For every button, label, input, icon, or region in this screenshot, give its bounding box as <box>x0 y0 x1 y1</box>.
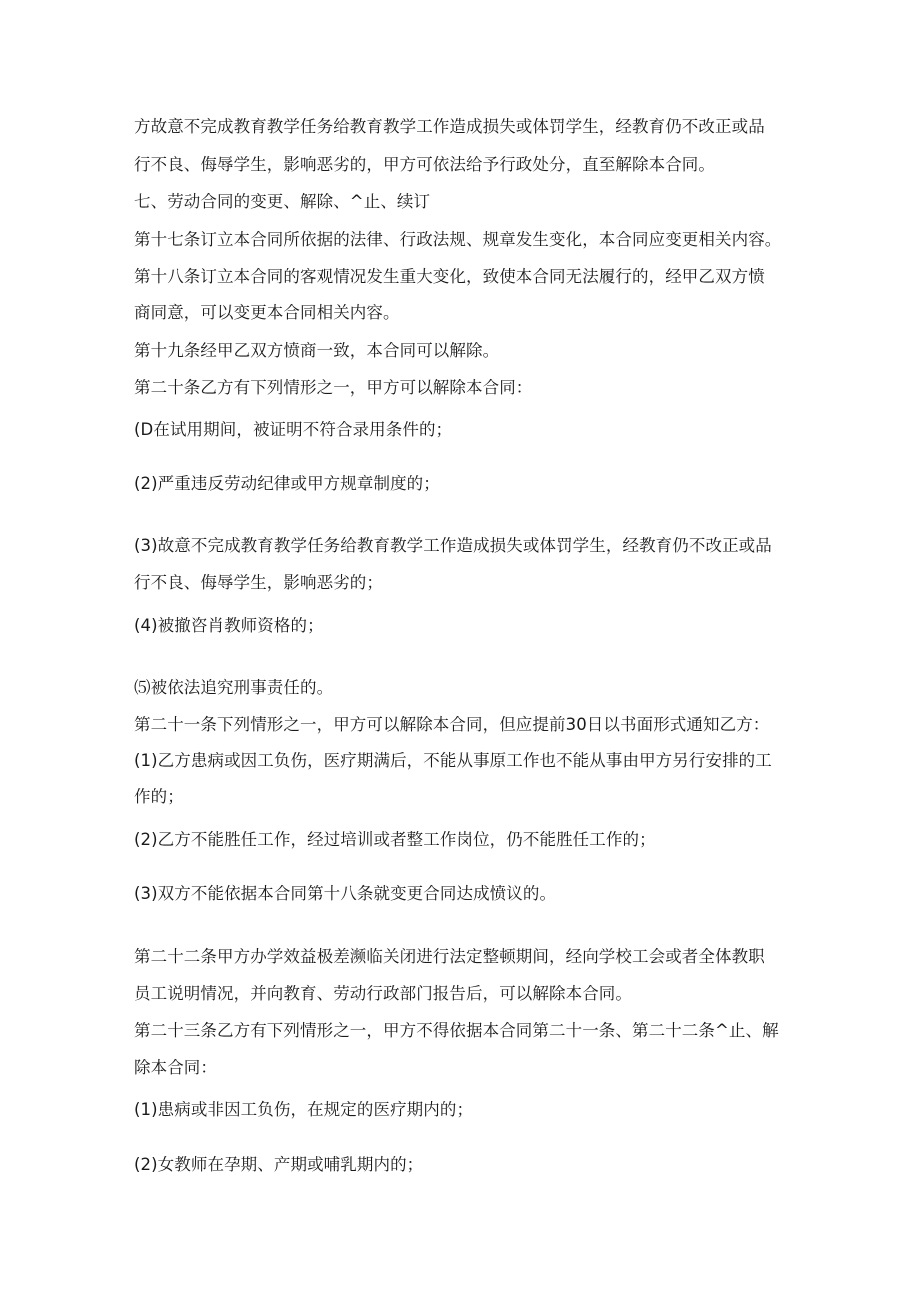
clause-23: 第二十三条乙方有下列情形之一，甲方不得依据本合同第二十一条、第二十二条^止、解 <box>134 1021 779 1040</box>
list-item: (3)双方不能依据本合同第十八条就变更合同达成愤议的。 <box>134 884 557 903</box>
text-line: 作的； <box>134 787 184 806</box>
list-item: ⑸被依法追究刑事责任的。 <box>134 678 334 697</box>
list-item: (1)患病或非因工负伤，在规定的医疗期内的； <box>134 1100 474 1119</box>
list-item: (1)乙方患病或因工负伤，医疗期满后，不能从事原工作也不能从事由甲方另行安排的工 <box>134 751 772 770</box>
list-item: (3)故意不完成教育教学任务给教育教学工作造成损失或体罚学生，经教育仍不改正或品 <box>134 536 772 555</box>
clause-18: 第十八条订立本合同的客观情况发生重大变化，致使本合同无法履行的，经甲乙双方愤 <box>134 267 765 286</box>
section-heading: 七、劳动合同的变更、解除、^止、续订 <box>134 192 431 211</box>
text-line: 商同意，可以变更本合同相关内容。 <box>134 303 400 322</box>
clause-20: 第二十条乙方有下列情形之一，甲方可以解除本合同： <box>134 378 533 397</box>
list-item: (2)严重违反劳动纪律或甲方规章制度的； <box>134 474 440 493</box>
list-item: (2)乙方不能胜任工作，经过培训或者整工作岗位，仍不能胜任工作的； <box>134 830 656 849</box>
clause-21: 第二十一条下列情形之一，甲方可以解除本合同，但应提前30日以书面形式通知乙方： <box>134 715 770 734</box>
text-line: 行不良、侮辱学生，影响恶劣的； <box>134 573 383 592</box>
list-item: (D在试用期间，被证明不符合录用条件的； <box>134 420 453 439</box>
text-line: 除本合同： <box>134 1058 217 1077</box>
clause-19: 第十九条经甲乙双方愤商一致，本合同可以解除。 <box>134 341 500 360</box>
text-line: 方故意不完成教育教学任务给教育教学工作造成损失或体罚学生，经教育仍不改正或品 <box>134 117 765 136</box>
text-line: 员工说明情况，并向教育、劳动行政部门报告后，可以解除本合同。 <box>134 984 632 1003</box>
clause-22: 第二十二条甲方办学效益极差濒临关闭进行法定整顿期间，经向学校工会或者全体教职 <box>134 947 765 966</box>
text-line: 行不良、侮辱学生，影响恶劣的，甲方可依法给予行政处分，直至解除本合同。 <box>134 155 715 174</box>
list-item: (2)女教师在孕期、产期或哺乳期内的； <box>134 1155 424 1174</box>
clause-17: 第十七条订立本合同所依据的法律、行政法规、规章发生变化，本合同应变更相关内容。 <box>134 230 782 249</box>
list-item: (4)被撤咨肖教师资格的； <box>134 616 324 635</box>
